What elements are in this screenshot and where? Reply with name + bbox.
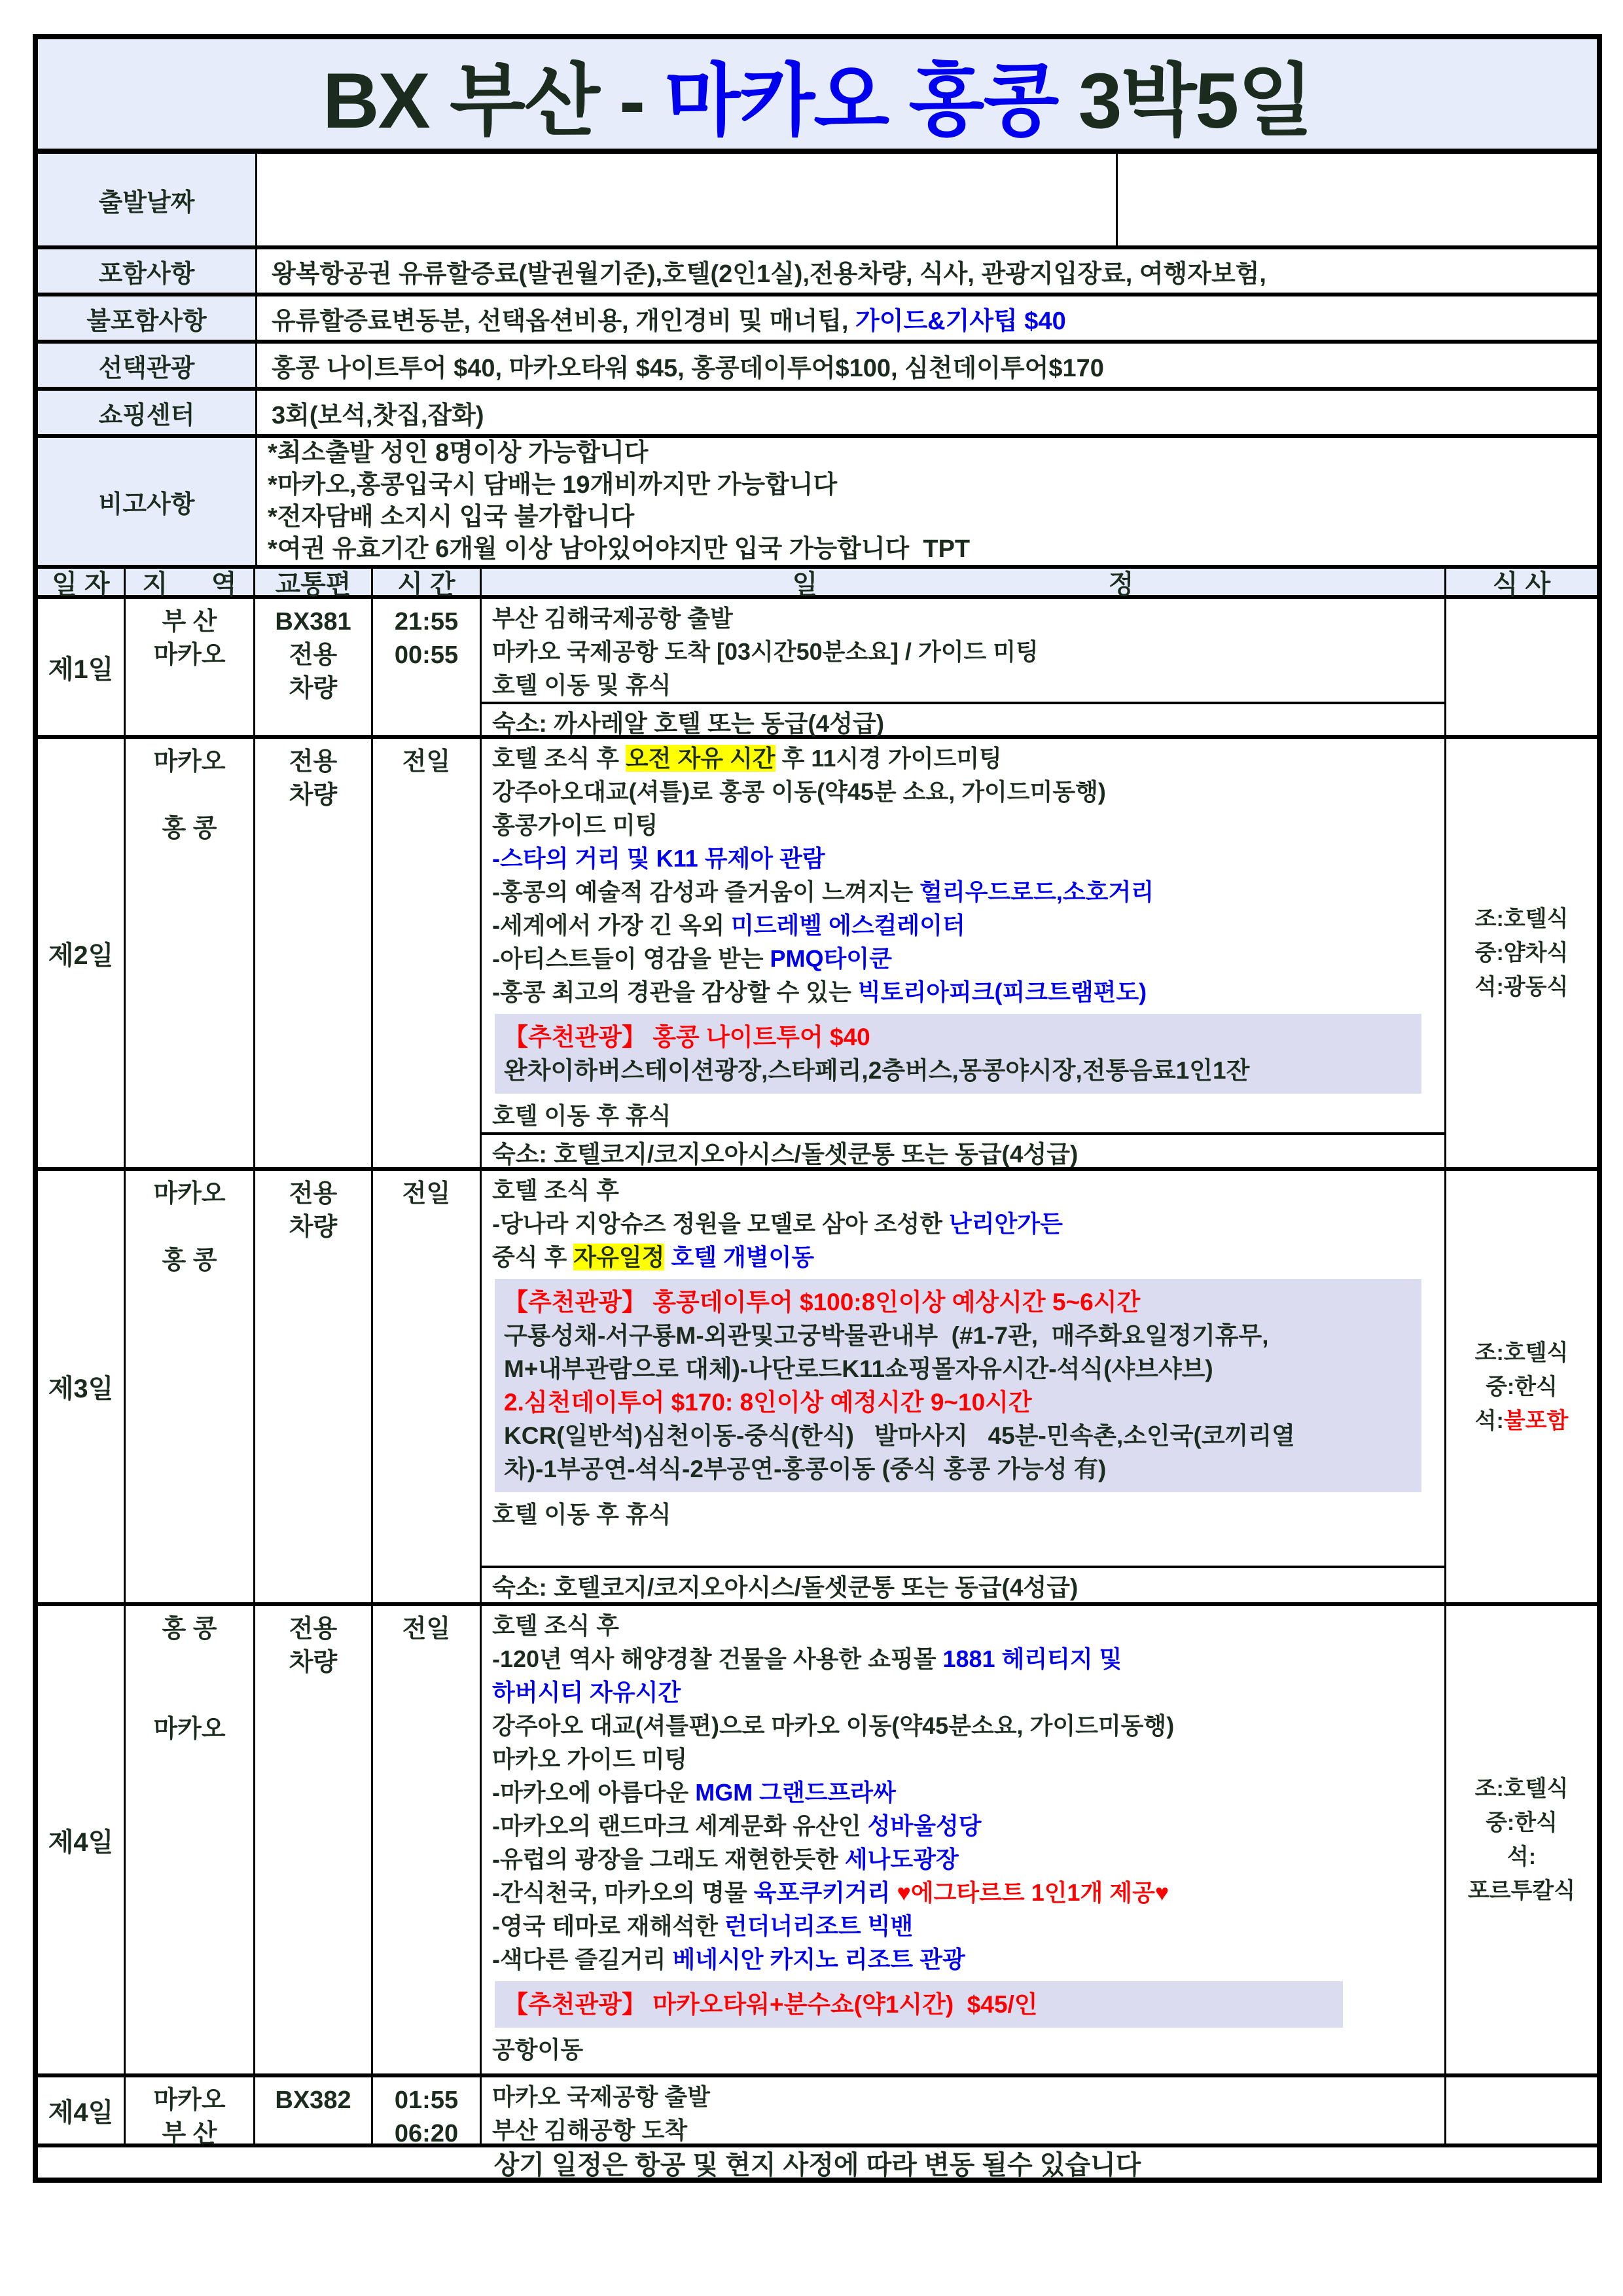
day-itinerary-lines: 호텔 조식 후 -120년 역사 해양경찰 건물을 사용한 쇼핑몰 1881 헤리티지 및 하버시티 자유시간 강주아오 대교(셔틀편)으로 마카오 이동(약45분소요, 가이드미동행) 마카오 가이드 미팅 -마카오에 아름다운 MGM 그랜드프라싸 -마카오의 랜드마크 세계문화 유산인 성바울성당 -유럽의 광장을 그래도 재현한듯한 세나도광장 -간식천국, 마카오의 명물 육포쿠키거리 ♥에그타르트 1인1개 제공♥ -영국 테마로 재해석한 런더너리조트 빅밴 -색다른 즐길거리 베네시안 카지노 리조트 관광 【추천관광】 마카오타워+분수쇼(약1시간) $45/인 공항이동 bbox=[482, 1606, 1444, 2073]
day-itinerary-lines: 마카오 국제공항 출발 부산 김해공항 도착 bbox=[492, 2083, 710, 2144]
header-time: 시 간 bbox=[373, 569, 482, 595]
day-meals: 조:호텔식 중:얌차식 석:광동식 bbox=[1474, 906, 1569, 999]
day-itinerary-lines: 호텔 조식 후 -당나라 지앙슈즈 정원을 모델로 삼아 조성한 난리안가든 중식 후 자유일정 호텔 개별이동 【추천관광】 홍콩데이투어 $100:8인이상 예상시간 5~6시간 구룡성채-서구룡M-외관및고궁박물관내부 (#1-7관, 매주화요일정기휴무, M+내부관람으로 대체)-나단로드K11쇼핑몰자유시간-석식(샤브샤브) 2.심천데이투어 $170: 8인이상 예정시간 9~10시간 KCR(일반석)심천이동-중식(한식) 발마사지 45분-민속촌,소인국(코끼리열 차)-1부공연-석식-2부공연-홍콩이동 (중식 홍콩 가능성 有) 호텔 이동 후 휴식 bbox=[482, 1171, 1444, 1566]
footer-notice: 상기 일정은 항공 및 현지 사정에 따라 변동 될수 있습니다 bbox=[493, 2150, 1141, 2179]
day-region: 마카오 홍 콩 bbox=[126, 739, 255, 1167]
day-meals: 조:호텔식 중:한식 석:불포함 bbox=[1474, 1340, 1569, 1433]
day-transport: 전용 차량 bbox=[255, 739, 373, 1167]
shopping-centers-text: 3회(보석,찻집,잡화) bbox=[272, 401, 484, 429]
title-highlight: 마카오 홍콩 bbox=[664, 56, 1058, 145]
recommended-tour-box: 【추천관광】 마카오타워+분수쇼(약1시간) $45/인 bbox=[495, 1981, 1343, 2028]
recommended-tour-box: 【추천관광】 홍콩 나이트투어 $40 완차이하버스테이션광장,스타페리,2층버스,몽콩야시장,전통음료1인1잔 bbox=[495, 1014, 1421, 1094]
day-time: 전일 bbox=[373, 739, 482, 1167]
day-transport: BX382 bbox=[255, 2077, 373, 2144]
day-itinerary bbox=[482, 1606, 1446, 2073]
day-label: 제4일 bbox=[38, 2077, 126, 2144]
day-label: 제2일 bbox=[38, 739, 126, 1167]
header-transport: 교통편 bbox=[255, 569, 373, 595]
departure-date-value-cell bbox=[257, 154, 1118, 245]
header-region: 지 역 bbox=[126, 569, 255, 595]
day-time: 01:55 06:20 bbox=[373, 2077, 482, 2144]
day-row-2 bbox=[38, 739, 1597, 1171]
day-meals: 조:호텔식 중:한식 석: 포르투칼식 bbox=[1467, 1776, 1576, 1903]
day-region: 홍 콩 마카오 bbox=[126, 1606, 255, 2073]
day-label: 제1일 bbox=[38, 599, 126, 735]
day-row-3 bbox=[38, 1171, 1597, 1606]
document-title bbox=[38, 39, 1597, 154]
excluded-items-row bbox=[38, 296, 1597, 344]
excluded-items-label: 불포함사항 bbox=[38, 296, 257, 340]
optional-tours-label: 선택관광 bbox=[38, 344, 257, 387]
day-itinerary bbox=[482, 2077, 1446, 2144]
departure-date-row bbox=[38, 154, 1597, 249]
day-region: 마카오 부 산 bbox=[126, 2077, 255, 2144]
shopping-centers-label: 쇼핑센터 bbox=[38, 391, 257, 434]
remarks-label: 비고사항 bbox=[38, 438, 257, 565]
day-itinerary bbox=[482, 599, 1446, 735]
day-itinerary bbox=[482, 1171, 1446, 1602]
day-time: 전일 bbox=[373, 1606, 482, 2073]
header-itinerary: 일 정 bbox=[482, 569, 1446, 595]
day-label: 제4일 bbox=[38, 1606, 126, 2073]
day-transport: BX381 전용 차량 bbox=[255, 599, 373, 735]
title-prefix: BX 부산 - bbox=[322, 56, 665, 145]
included-items-row bbox=[38, 249, 1597, 296]
lodging-info: 숙소: 호텔코지/코지오아시스/돌셋쿤통 또는 동급(4성급) bbox=[482, 1132, 1444, 1169]
title-suffix: 3박5일 bbox=[1058, 56, 1313, 145]
schedule-header-row bbox=[38, 569, 1597, 599]
departure-date-label: 출발날짜 bbox=[38, 154, 257, 245]
itinerary-table bbox=[33, 34, 1602, 2183]
included-items-label: 포함사항 bbox=[38, 249, 257, 293]
day-region: 부 산 마카오 bbox=[126, 599, 255, 735]
day-row-1 bbox=[38, 599, 1597, 739]
day-time: 21:55 00:55 bbox=[373, 599, 482, 735]
day-itinerary-lines: 부산 김해국제공항 출발 마카오 국제공항 도착 [03시간50분소요] / 가이드 미팅 호텔 이동 및 휴식 bbox=[492, 605, 1039, 698]
departure-date-side-cell bbox=[1118, 154, 1597, 245]
day-region: 마카오 홍 콩 bbox=[126, 1171, 255, 1602]
day-meals bbox=[1446, 2077, 1597, 2144]
day-row-4 bbox=[38, 1606, 1597, 2077]
remarks-text: *최소출발 성인 8명이상 가능합니다 *마카오,홍콩입국시 담배는 19개비까지만 가능합니다 *전자담배 소지시 입국 불가합니다 *여권 유효기간 6개월 이상 남아있어야지만 입국 가능합니다 TPT bbox=[268, 439, 971, 563]
day-transport: 전용 차량 bbox=[255, 1606, 373, 2073]
excluded-items-text: 유류할증료변동분, 선택옵션비용, 개인경비 및 매너팁, 가이드&기사팁 $40 bbox=[272, 307, 1066, 335]
included-items-text: 왕복항공권 유류할증료(발권월기준),호텔(2인1실),전용차량, 식사, 관광지입장료, 여행자보험, bbox=[272, 260, 1266, 288]
day-label: 제3일 bbox=[38, 1171, 126, 1602]
day-meals bbox=[1446, 599, 1597, 735]
day-itinerary bbox=[482, 739, 1446, 1167]
day-row-5 bbox=[38, 2077, 1597, 2147]
header-meal: 식 사 bbox=[1492, 569, 1551, 599]
recommended-tour-box: 【추천관광】 홍콩데이투어 $100:8인이상 예상시간 5~6시간 구룡성채-서구룡M-외관및고궁박물관내부 (#1-7관, 매주화요일정기휴무, M+내부관람으로 대체)-나단로드K11쇼핑몰자유시간-석식(샤브샤브) 2.심천데이투어 $170: 8인이상 예정시간 9~10시간 KCR(일반석)심천이동-중식(한식) 발마사지 45분-민속촌,소인국(코끼리열 차)-1부공연-석식-2부공연-홍콩이동 (중식 홍콩 가능성 有) bbox=[495, 1279, 1421, 1492]
remarks-row bbox=[38, 438, 1597, 569]
lodging-info: 숙소: 호텔코지/코지오아시스/돌셋쿤통 또는 동급(4성급) bbox=[482, 1566, 1444, 1602]
day-transport: 전용 차량 bbox=[255, 1171, 373, 1602]
day-time: 전일 bbox=[373, 1171, 482, 1602]
optional-tours-row bbox=[38, 344, 1597, 391]
day-itinerary-lines: 호텔 조식 후 오전 자유 시간 후 11시경 가이드미팅 강주아오대교(셔틀)로 홍콩 이동(약45분 소요, 가이드미동행) 홍콩가이드 미팅 -스타의 거리 및 K11 뮤제아 관람 -홍콩의 예술적 감성과 즐거움이 느껴지는 헐리우드로드,소호거리 -세계에서 가장 긴 옥외 미드레벨 에스컬레이터 -아티스트들이 영감을 받는 PMQ타이쿤 -홍콩 최고의 경관을 감상할 수 있는 빅토리아피크(피크트램편도) 【추천관광】 홍콩 나이트투어 $40 완차이하버스테이션광장,스타페리,2층버스,몽콩야시장,전통음료1인1잔 호텔 이동 후 휴식 bbox=[482, 739, 1444, 1132]
lodging-info: 숙소: 까사레알 호텔 또는 동급(4성급) bbox=[482, 702, 1444, 738]
header-day: 일 자 bbox=[38, 569, 126, 595]
optional-tours-text: 홍콩 나이트투어 $40, 마카오타워 $45, 홍콩데이투어$100, 심천데이투어$170 bbox=[272, 354, 1104, 382]
shopping-centers-row bbox=[38, 391, 1597, 438]
